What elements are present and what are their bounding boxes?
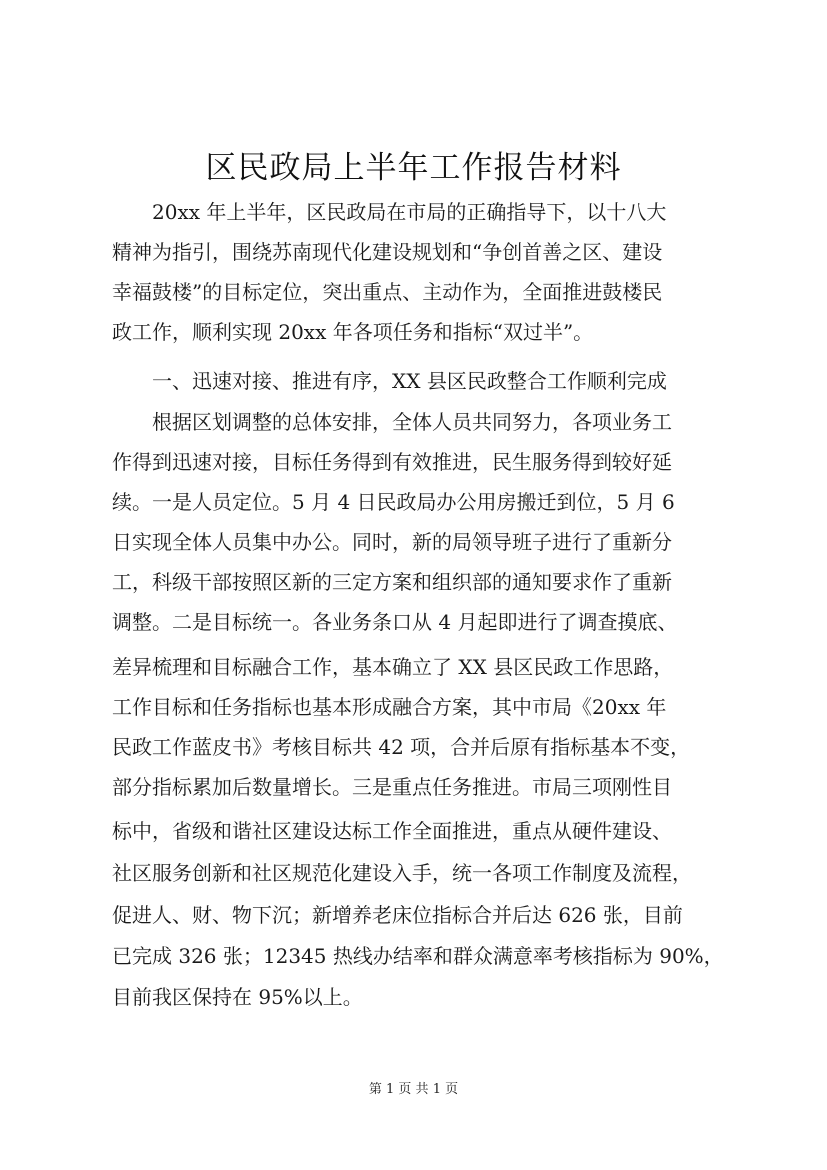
paragraph-line: 社区服务创新和社区规范化建设入手，统一各项工作制度及流程， (112, 861, 692, 885)
paragraph-line: 20xx 年上半年，区民政局在市局的正确指导下，以十八大 (152, 200, 667, 224)
paragraph-line: 续。一是人员定位。5 月 4 日民政局办公用房搬迁到位，5 月 6 (112, 490, 675, 514)
paragraph-line: 幸福鼓楼”的目标定位，突出重点、主动作为，全面推进鼓楼民 (112, 280, 663, 304)
section-heading: 一、迅速对接、推进有序，XX 县区民政整合工作顺利完成 (152, 369, 667, 393)
page-footer: 第 1 页 共 1 页 (368, 1082, 459, 1097)
paragraph-line: 根据区划调整的总体安排，全体人员共同努力，各项业务工 (152, 410, 672, 434)
paragraph-line: 部分指标累加后数量增长。三是重点任务推进。市局三项刚性目 (112, 775, 672, 799)
paragraph-line: 作得到迅速对接，目标任务得到有效推进，民生服务得到较好延 (112, 450, 672, 474)
paragraph-line: 民政工作蓝皮书》考核目标共 42 项，合并后原有指标基本不变， (112, 735, 691, 759)
paragraph-line: 工作目标和任务指标也基本形成融合方案，其中市局《20xx 年 (112, 695, 667, 719)
paragraph-line: 促进人、财、物下沉；新增养老床位指标合并后达 626 张，目前 (112, 903, 683, 927)
paragraph-line: 目前我区保持在 95%以上。 (112, 985, 363, 1009)
paragraph-line: 调整。二是目标统一。各业务条口从 4 月起即进行了调查摸底、 (112, 610, 678, 634)
paragraph-line: 标中，省级和谐社区建设达标工作全面推进，重点从硬件建设、 (112, 819, 672, 843)
paragraph-line: 差异梳理和目标融合工作，基本确立了 XX 县区民政工作思路， (112, 655, 674, 679)
paragraph-line: 政工作，顺利实现 20xx 年各项任务和指标“双过半”。 (112, 320, 594, 344)
paragraph-line: 日实现全体人员集中办公。同时，新的局领导班子进行了重新分 (112, 530, 672, 554)
document-title: 区民政局上半年工作报告材料 (205, 150, 622, 186)
paragraph-line: 精神为指引，围绕苏南现代化建设规划和“争创首善之区、建设 (112, 240, 663, 264)
paragraph-line: 工，科级干部按照区新的三定方案和组织部的通知要求作了重新 (112, 570, 672, 594)
paragraph-line: 已完成 326 张；12345 热线办结率和群众满意率考核指标为 90%， (112, 944, 724, 968)
